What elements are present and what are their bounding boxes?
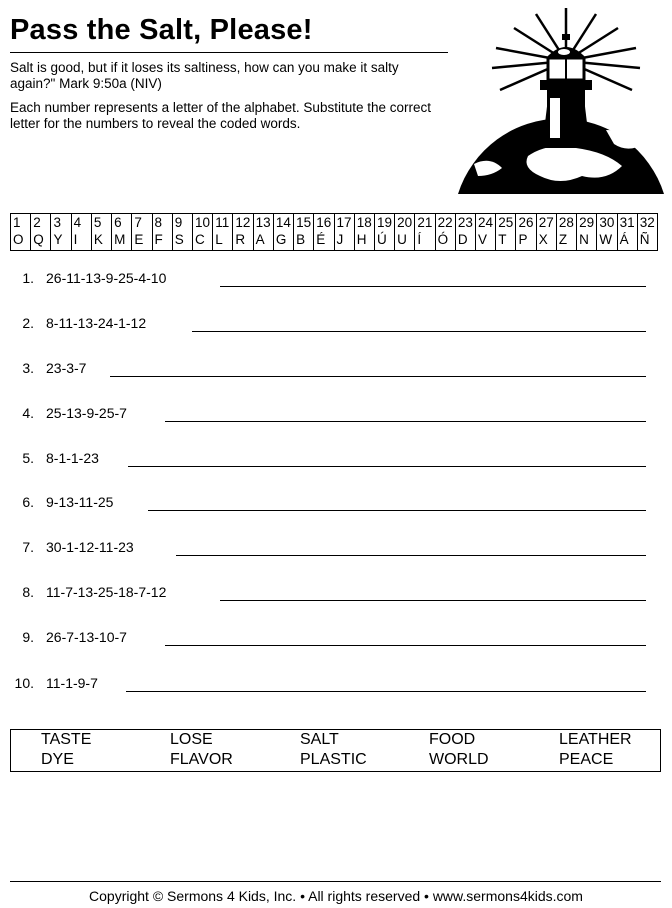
- key-number: 29: [579, 215, 595, 230]
- word-bank-word: PLASTIC: [300, 751, 367, 768]
- key-cell: [395, 214, 415, 250]
- key-number: 2: [33, 215, 41, 230]
- key-letter: Y: [53, 232, 63, 247]
- puzzle-code: 26-7-13-10-7: [46, 629, 127, 645]
- key-letter: W: [599, 232, 613, 247]
- key-letter: S: [174, 232, 184, 247]
- key-number: 13: [255, 215, 271, 230]
- puzzle-row: [0, 360, 672, 382]
- key-letter: Z: [558, 232, 568, 247]
- page-title: Pass the Salt, Please!: [10, 14, 313, 46]
- key-cell: [213, 214, 233, 250]
- lighthouse-globe-illustration: [456, 6, 666, 196]
- word-bank-word: FOOD: [429, 731, 476, 748]
- puzzle-number: 9.: [22, 629, 34, 645]
- word-bank-word: FLAVOR: [170, 751, 233, 768]
- key-number: 30: [599, 215, 615, 230]
- puzzle-number: 3.: [22, 360, 34, 376]
- key-letter: O: [13, 232, 24, 247]
- puzzle-number: 8.: [22, 584, 34, 600]
- key-number: 17: [336, 215, 352, 230]
- key-letter: V: [478, 232, 488, 247]
- footer-divider: [10, 881, 661, 882]
- puzzle-code: 11-7-13-25-18-7-12: [46, 584, 167, 600]
- key-number: 22: [437, 215, 453, 230]
- key-letter: C: [194, 232, 205, 247]
- instructions: Each number represents a letter of the alphabet. Substitute the correct letter for the numbers to reveal the coded words.: [10, 100, 431, 131]
- key-number: 12: [235, 215, 251, 230]
- key-number: 18: [356, 215, 372, 230]
- key-cell: [11, 214, 31, 250]
- key-letter: Í: [417, 232, 422, 247]
- puzzle-row: [0, 315, 672, 337]
- puzzle-code: 25-13-9-25-7: [46, 405, 127, 421]
- key-number: 7: [134, 215, 142, 230]
- word-bank-word: LEATHER: [559, 731, 632, 748]
- puzzle-number: 10.: [14, 675, 34, 691]
- answer-line[interactable]: [148, 510, 646, 511]
- puzzle-code: 30-1-12-11-23: [46, 539, 134, 555]
- puzzle-number: 2.: [22, 315, 34, 331]
- puzzle-row: [0, 675, 672, 697]
- word-bank-word: SALT: [300, 731, 339, 748]
- word-bank-word: LOSE: [170, 731, 213, 748]
- key-cell: [618, 214, 638, 250]
- key-number: 11: [215, 215, 230, 230]
- key-letter: K: [93, 232, 103, 247]
- key-letter: N: [579, 232, 589, 247]
- puzzle-code: 8-11-13-24-1-12: [46, 315, 147, 331]
- key-cell: [375, 214, 395, 250]
- key-cell: [638, 214, 657, 250]
- key-number: 25: [498, 215, 514, 230]
- key-letter: Ó: [437, 232, 449, 247]
- key-letter: I: [73, 232, 78, 247]
- key-cell: [557, 214, 577, 250]
- puzzle-number: 6.: [22, 494, 34, 510]
- puzzle-row: [0, 270, 672, 292]
- key-cell: [132, 214, 152, 250]
- key-letter: Ñ: [639, 232, 650, 247]
- key-number: 15: [296, 215, 312, 230]
- key-cell: [496, 214, 516, 250]
- key-letter: Q: [33, 232, 44, 247]
- answer-line[interactable]: [126, 691, 646, 692]
- answer-line[interactable]: [220, 286, 646, 287]
- key-letter: D: [457, 232, 468, 247]
- title-underline: [10, 52, 448, 53]
- key-number: 31: [619, 215, 635, 230]
- key-cell: [51, 214, 71, 250]
- puzzle-row: [0, 450, 672, 472]
- key-letter: Ú: [376, 232, 387, 247]
- key-cell: [456, 214, 476, 250]
- copyright-footer: Copyright © Sermons 4 Kids, Inc. • All rights reserved • www.sermons4kids.com: [89, 888, 583, 904]
- key-letter: T: [498, 232, 507, 247]
- puzzle-code: 8-1-1-23: [46, 450, 99, 466]
- key-cell: [72, 214, 92, 250]
- key-cell: [153, 214, 173, 250]
- word-bank-word: DYE: [41, 751, 74, 768]
- puzzle-number: 1.: [22, 270, 34, 286]
- word-bank-word: TASTE: [41, 731, 92, 748]
- key-number: 16: [316, 215, 332, 230]
- puzzle-code: 11-1-9-7: [46, 675, 98, 691]
- key-letter: F: [154, 232, 163, 247]
- key-cell: [112, 214, 132, 250]
- key-letter: A: [255, 232, 265, 247]
- key-letter: P: [518, 232, 528, 247]
- key-cell: [254, 214, 274, 250]
- answer-line[interactable]: [128, 466, 646, 467]
- puzzle-row: [0, 584, 672, 606]
- key-letter: E: [134, 232, 144, 247]
- key-number: 20: [397, 215, 413, 230]
- cipher-key-table: [10, 213, 658, 251]
- key-cell: [173, 214, 193, 250]
- key-cell: [355, 214, 375, 250]
- puzzle-number: 4.: [22, 405, 34, 421]
- key-letter: J: [336, 232, 344, 247]
- key-cell: [436, 214, 456, 250]
- key-letter: X: [538, 232, 548, 247]
- key-number: 28: [558, 215, 574, 230]
- key-number: 5: [93, 215, 102, 230]
- key-number: 26: [518, 215, 534, 230]
- puzzle-code: 26-11-13-9-25-4-10: [46, 270, 167, 286]
- word-bank: [10, 729, 661, 772]
- key-cell: [31, 214, 51, 250]
- key-cell: [335, 214, 355, 250]
- key-number: 14: [275, 215, 291, 230]
- key-letter: R: [235, 232, 246, 247]
- puzzle-row: [0, 494, 672, 516]
- puzzle-number: 7.: [22, 539, 34, 555]
- key-cell: [516, 214, 536, 250]
- key-number: 23: [457, 215, 473, 230]
- answer-line[interactable]: [165, 645, 646, 646]
- key-cell: [577, 214, 597, 250]
- intro-verse: Salt is good, but if it loses its saltiness, how can you make it salty again?" Mark 9:50a (NIV): [10, 60, 399, 91]
- answer-line[interactable]: [110, 376, 646, 377]
- key-number: 32: [639, 215, 655, 230]
- key-letter: B: [296, 232, 306, 247]
- word-bank-word: WORLD: [429, 751, 489, 768]
- answer-line[interactable]: [192, 331, 646, 332]
- puzzle-code: 23-3-7: [46, 360, 87, 376]
- key-number: 4: [73, 215, 82, 230]
- puzzle-row: [0, 405, 672, 427]
- puzzle-number: 5.: [22, 450, 34, 466]
- key-cell: [233, 214, 253, 250]
- answer-line[interactable]: [176, 555, 646, 556]
- key-cell: [537, 214, 557, 250]
- puzzle-row: [0, 539, 672, 561]
- key-number: 10: [194, 215, 210, 230]
- key-cell: [193, 214, 213, 250]
- key-number: 24: [478, 215, 494, 230]
- key-cell: [415, 214, 435, 250]
- answer-line[interactable]: [220, 600, 646, 601]
- key-number: 8: [154, 215, 163, 230]
- key-letter: Á: [619, 232, 629, 247]
- key-number: 3: [53, 215, 61, 230]
- puzzle-code: 9-13-11-25: [46, 494, 114, 510]
- key-number: 9: [174, 215, 183, 230]
- key-number: 19: [376, 215, 392, 230]
- key-number: 21: [417, 215, 433, 230]
- key-number: 27: [538, 215, 554, 230]
- key-cell: [92, 214, 112, 250]
- key-cell: [294, 214, 314, 250]
- key-letter: U: [397, 232, 407, 247]
- answer-line[interactable]: [165, 421, 646, 422]
- key-number: 6: [114, 215, 122, 230]
- key-cell: [314, 214, 334, 250]
- word-bank-word: PEACE: [559, 751, 614, 768]
- key-cell: [476, 214, 496, 250]
- key-letter: G: [275, 232, 287, 247]
- key-letter: É: [316, 232, 326, 247]
- key-cell: [274, 214, 294, 250]
- key-letter: L: [215, 232, 223, 247]
- puzzle-row: [0, 629, 672, 651]
- key-cell: [597, 214, 617, 250]
- key-number: 1: [13, 215, 21, 230]
- key-letter: M: [114, 232, 126, 247]
- key-letter: H: [356, 232, 367, 247]
